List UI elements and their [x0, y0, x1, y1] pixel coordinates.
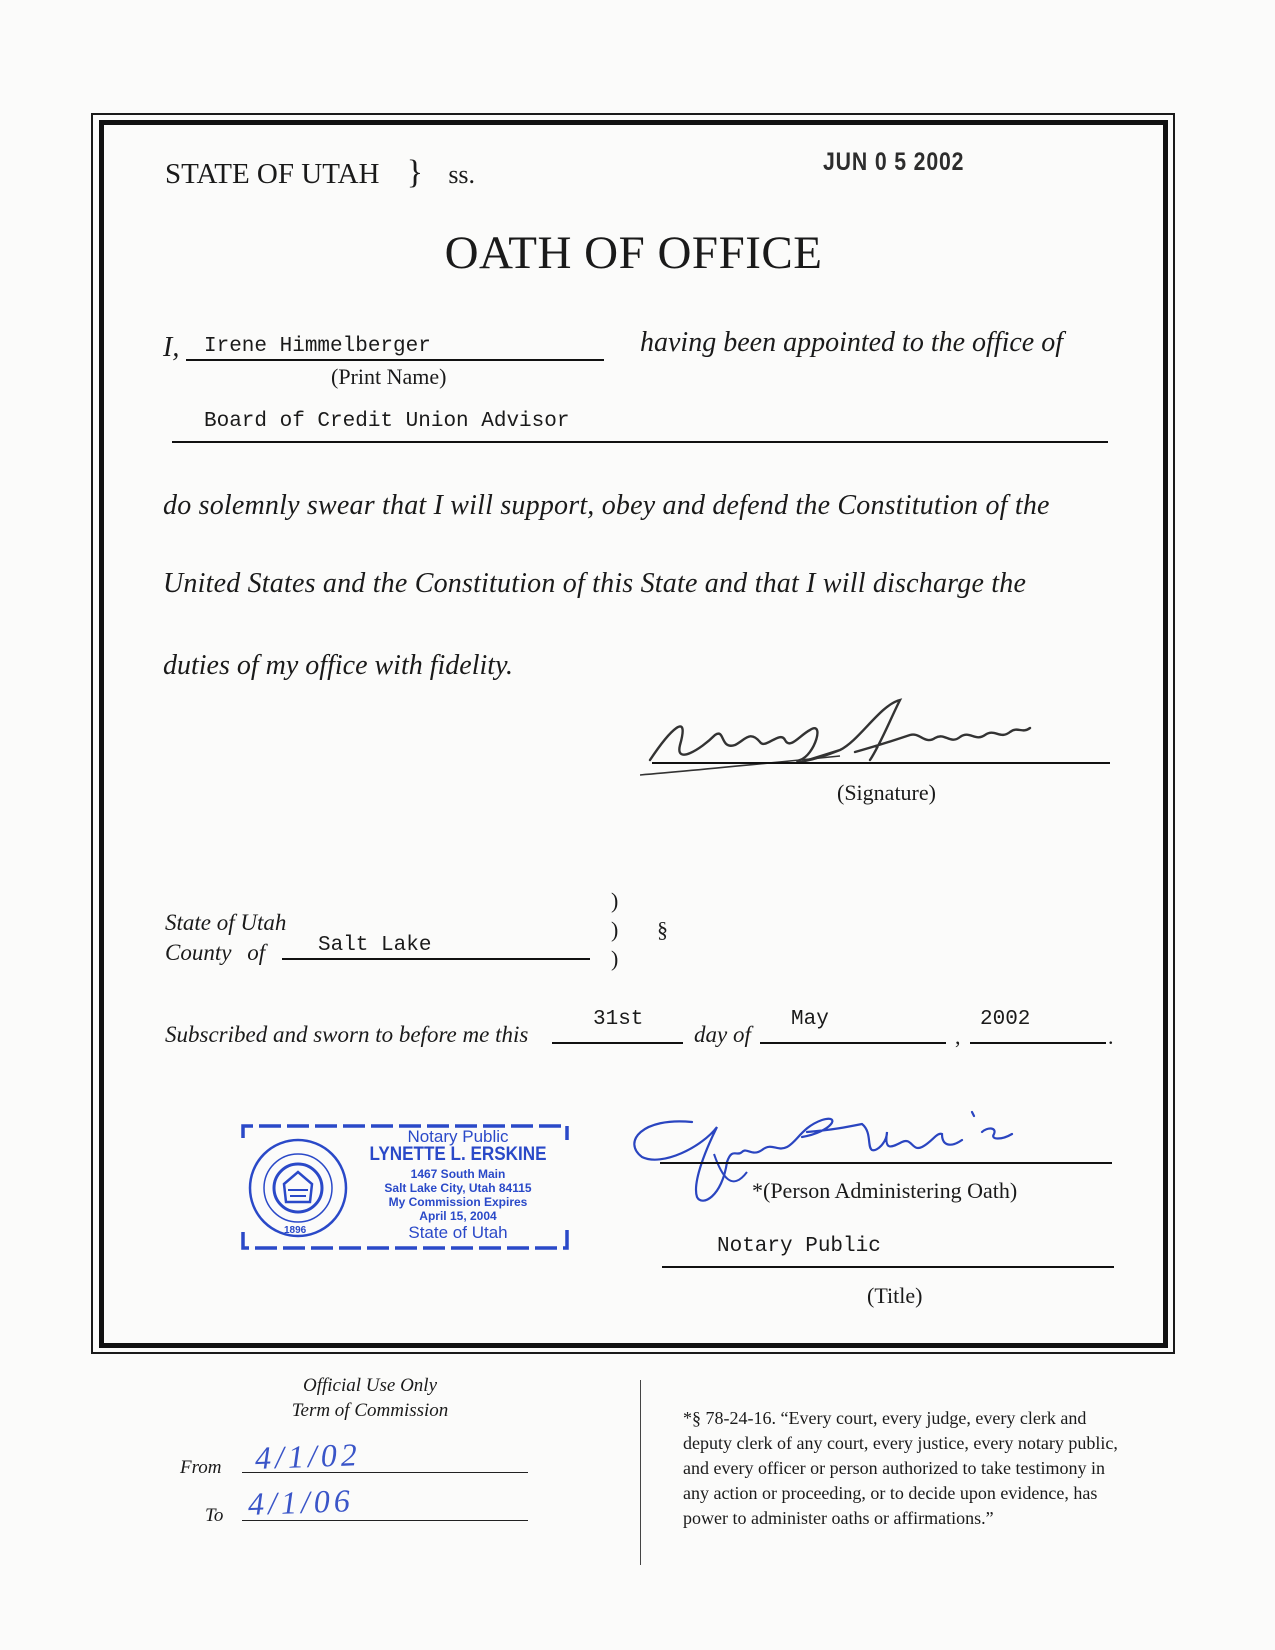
day-line [552, 1042, 683, 1044]
seal-year: 1896 [284, 1225, 307, 1236]
title-line [662, 1266, 1114, 1268]
month-line [760, 1042, 946, 1044]
stamp-line-4: Salt Lake City, Utah 84115 [384, 1181, 532, 1195]
received-date-stamp: JUN 0 5 2002 [823, 148, 965, 176]
oath-line-2: United States and the Constitution of this State and that I will discharge the [163, 568, 1027, 599]
notary-stamp [240, 1122, 570, 1254]
name-line [186, 359, 604, 361]
stamp-line-3: 1467 South Main [410, 1167, 506, 1181]
stamp-line-1: Notary Public [407, 1127, 509, 1146]
signature-caption: (Signature) [837, 780, 936, 805]
to-label: To [205, 1505, 224, 1526]
period: . [1108, 1024, 1114, 1049]
vertical-divider [640, 1380, 641, 1565]
office-value: Board of Credit Union Advisor [204, 410, 570, 433]
section-symbol: § [657, 917, 668, 942]
stamp-line-2: LYNETTE L. ERSKINE [369, 1144, 547, 1165]
day-of-label: day of [694, 1022, 751, 1047]
office-line [172, 441, 1108, 443]
year-value: 2002 [980, 1008, 1031, 1031]
title-value: Notary Public [717, 1235, 881, 1258]
state-title: STATE OF UTAH [165, 158, 380, 190]
venue-state: State of Utah [165, 910, 287, 935]
oath-line-3: duties of my office with fidelity. [163, 650, 513, 681]
administering-line [660, 1162, 1112, 1164]
stamp-line-7: State of Utah [408, 1223, 508, 1242]
official-use-heading: Official Use Only [302, 1375, 438, 1396]
venue-county-label: County of [165, 940, 266, 965]
appointee-signature [640, 690, 1050, 790]
from-value: 4/1/02 [254, 1436, 362, 1476]
stamp-line-5: My Commission Expires [388, 1195, 528, 1209]
prefix-i: I, [163, 332, 180, 363]
document-title: OATH OF OFFICE [444, 227, 823, 279]
day-value: 31st [593, 1008, 644, 1031]
county-line [282, 958, 590, 960]
subscribed-lead: Subscribed and sworn to before me this [165, 1022, 529, 1047]
statute-line-1: *§ 78-24-16. “Every court, every judge, every clerk and [683, 1408, 1087, 1428]
print-name-caption: (Print Name) [331, 364, 447, 389]
paren-1: ) [611, 888, 619, 913]
administering-caption: *(Person Administering Oath) [752, 1178, 1018, 1203]
comma: , [955, 1024, 961, 1049]
year-line [970, 1042, 1106, 1044]
appointee-name: Irene Himmelberger [204, 335, 431, 358]
ss-label: ss. [448, 160, 476, 189]
term-heading: Term of Commission [291, 1400, 449, 1421]
paren-3: ) [611, 946, 619, 971]
statute-line-5: power to administer oaths or affirmations.” [683, 1508, 994, 1528]
brace: } [406, 154, 424, 191]
appointed-text: having been appointed to the office of [640, 327, 1064, 358]
to-line [242, 1520, 528, 1521]
statute-line-2: deputy clerk of any court, every justice, every notary public, [683, 1433, 1118, 1453]
statute-text [683, 1406, 1118, 1531]
paren-2: ) [611, 917, 619, 942]
signature-line [652, 762, 1110, 764]
stamp-line-6: April 15, 2004 [419, 1209, 497, 1223]
month-value: May [791, 1008, 829, 1031]
statute-line-4: any action or proceeding, or to decide upon evidence, has [683, 1483, 1098, 1503]
oath-line-1: do solemnly swear that I will support, obey and defend the Constitution of the [163, 490, 1050, 521]
to-value: 4/1/06 [247, 1482, 355, 1522]
county-value: Salt Lake [318, 934, 432, 957]
from-line [242, 1472, 528, 1473]
state-heading [165, 154, 475, 192]
title-caption: (Title) [867, 1283, 923, 1308]
from-label: From [180, 1457, 222, 1478]
statute-line-3: and every officer or person authorized to take testimony in [683, 1458, 1106, 1478]
